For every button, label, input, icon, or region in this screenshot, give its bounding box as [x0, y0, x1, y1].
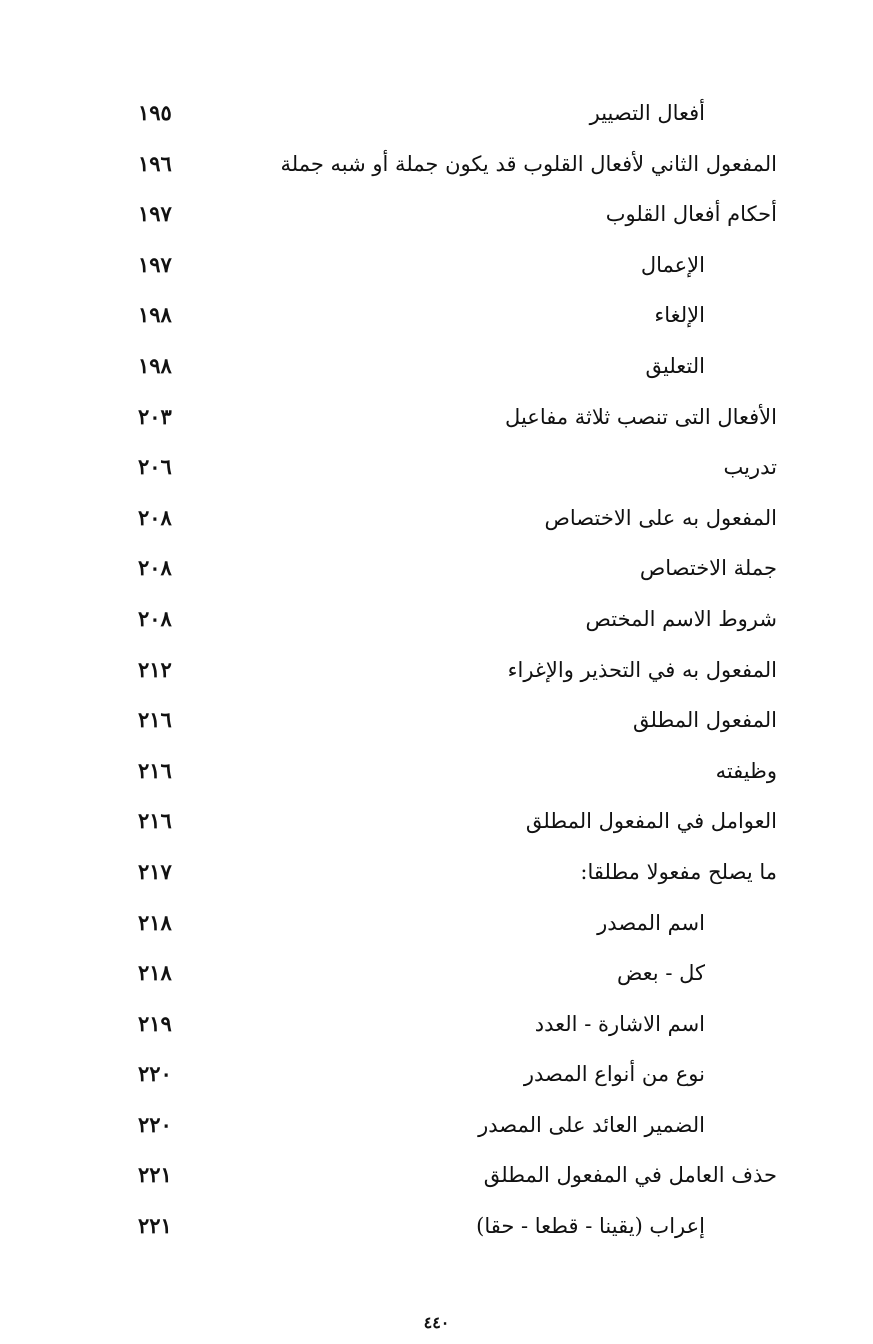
toc-entry-title: كل - بعض	[616, 961, 705, 986]
toc-entry-title: التعليق	[645, 353, 705, 378]
toc-entry	[0, 695, 873, 746]
toc-entry-title: المفعول الثاني لأفعال القلوب قد يكون جملة أو شبه جملة	[280, 151, 777, 176]
table-of-contents	[0, 88, 873, 1252]
toc-entry-page-number: ١٩٨	[138, 302, 172, 328]
toc-entry-title: المفعول المطلق	[633, 708, 777, 733]
toc-entry-title: الإعمال	[640, 252, 705, 277]
toc-entry-page-number: ١٩٨	[138, 352, 172, 378]
toc-entry	[0, 948, 873, 999]
toc-entry-page-number: ٢١٦	[138, 707, 172, 733]
toc-entry-title: العوامل في المفعول المطلق	[525, 809, 777, 834]
toc-entry-page-number: ٢٢١	[138, 1162, 172, 1188]
toc-entry	[0, 88, 873, 139]
toc-entry	[0, 139, 873, 190]
toc-entry-page-number: ٢٠٣	[138, 403, 172, 429]
toc-entry	[0, 645, 873, 696]
toc-entry-title: إعراب (يقينا - قطعا - حقا)	[476, 1214, 705, 1239]
toc-entry	[0, 746, 873, 797]
toc-entry	[0, 543, 873, 594]
toc-entry	[0, 1049, 873, 1100]
toc-entry	[0, 847, 873, 898]
toc-entry-page-number: ٢٠٨	[138, 555, 172, 581]
toc-entry-title: أحكام أفعال القلوب	[605, 202, 777, 227]
toc-entry-page-number: ٢١٦	[138, 757, 172, 783]
toc-entry-title: تدريب	[723, 455, 777, 480]
toc-entry-title: أفعال التصيير	[589, 101, 705, 125]
toc-entry-title: نوع من أنواع المصدر	[523, 1062, 705, 1087]
toc-entry-title: وظيفته	[715, 758, 777, 783]
toc-entry-title: الإلغاء	[654, 303, 705, 328]
toc-entry-page-number: ١٩٥	[138, 100, 172, 125]
toc-entry	[0, 189, 873, 240]
toc-entry-page-number: ٢١٩	[138, 1010, 172, 1036]
toc-entry	[0, 493, 873, 544]
toc-entry-title: اسم المصدر	[597, 910, 705, 935]
toc-entry-title: ما يصلح مفعولا مطلقا:	[580, 859, 777, 884]
toc-entry-title: اسم الاشارة - العدد	[534, 1011, 705, 1036]
toc-entry-title: الأفعال التى تنصب ثلاثة مفاعيل	[505, 404, 777, 429]
toc-entry-page-number: ٢١٨	[138, 909, 172, 935]
toc-entry-title: جملة الاختصاص	[639, 556, 777, 581]
toc-entry	[0, 594, 873, 645]
toc-entry-page-number: ٢٢٠	[138, 1061, 172, 1087]
toc-entry	[0, 341, 873, 392]
toc-entry	[0, 898, 873, 949]
toc-entry	[0, 392, 873, 443]
toc-entry-page-number: ٢٠٨	[138, 605, 172, 631]
toc-entry	[0, 442, 873, 493]
toc-entry-page-number: ٢١٨	[138, 960, 172, 986]
toc-entry-page-number: ١٩٦	[138, 150, 172, 176]
toc-entry-title: المفعول به على الاختصاص	[544, 505, 777, 530]
toc-entry-page-number: ٢٢٠	[138, 1111, 172, 1137]
toc-entry	[0, 1100, 873, 1151]
toc-entry-page-number: ٢٠٨	[138, 504, 172, 530]
toc-entry-title: المفعول به في التحذير والإغراء	[507, 657, 777, 682]
toc-entry	[0, 290, 873, 341]
toc-entry-page-number: ١٩٧	[138, 201, 172, 227]
toc-entry	[0, 999, 873, 1050]
toc-entry-page-number: ٢٠٦	[138, 454, 172, 480]
toc-entry-title: الضمير العائد على المصدر	[478, 1112, 705, 1137]
toc-entry-title: شروط الاسم المختص	[585, 606, 777, 631]
toc-entry-page-number: ٢١٧	[138, 858, 172, 884]
toc-entry	[0, 1201, 873, 1252]
page-folio: ٤٤٠	[423, 1313, 450, 1332]
toc-entry	[0, 240, 873, 291]
toc-entry-title: حذف العامل في المفعول المطلق	[483, 1163, 777, 1188]
toc-entry-page-number: ٢١٦	[138, 808, 172, 834]
toc-entry	[0, 1150, 873, 1201]
toc-entry-page-number: ٢١٢	[138, 656, 172, 682]
toc-entry-page-number: ١٩٧	[138, 251, 172, 277]
toc-entry	[0, 796, 873, 847]
toc-entry-page-number: ٢٢١	[138, 1213, 172, 1239]
